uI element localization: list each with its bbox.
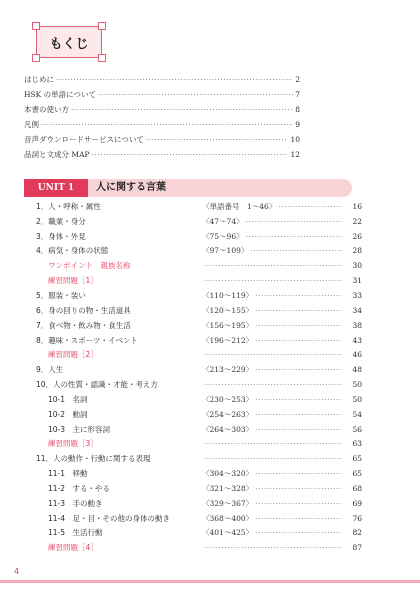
entry-range: 〈401～425〉 — [202, 528, 254, 538]
toc-entry-practice[interactable] — [36, 347, 362, 362]
toc-entry-onepoint[interactable] — [36, 258, 362, 273]
entry-page: 63 — [352, 439, 362, 449]
toc-row-audio[interactable] — [24, 132, 300, 147]
entry-page: 56 — [352, 424, 362, 434]
leader-dots — [204, 350, 342, 359]
entry-page: 87 — [352, 543, 362, 553]
toc-subentry[interactable] — [36, 496, 362, 511]
toc-page: 9 — [295, 120, 300, 129]
entry-title: 10-1 名詞 — [48, 394, 88, 404]
leader-dots — [246, 232, 342, 241]
toc-entry[interactable] — [36, 362, 362, 377]
entry-range: 〈120～155〉 — [202, 305, 254, 315]
leader-dots — [255, 291, 342, 300]
toc-entry[interactable] — [36, 229, 362, 244]
entry-title: 11-1 移動 — [48, 469, 88, 479]
leader-dots — [255, 425, 342, 434]
entry-page: 16 — [352, 201, 362, 211]
toc-entry[interactable] — [36, 288, 362, 303]
leader-dots — [278, 202, 342, 211]
entry-title: ワンポイント 親族名称 — [48, 261, 131, 271]
leader-dots — [204, 439, 342, 448]
entry-page: 65 — [352, 469, 362, 479]
entry-page: 50 — [352, 380, 362, 390]
unit-title: 人に関する言葉 — [96, 182, 166, 193]
toc-subentry[interactable] — [36, 422, 362, 437]
entry-page: 82 — [352, 528, 362, 538]
toc-label: 品詞と文成分 MAP — [24, 150, 90, 159]
leader-dots — [255, 410, 342, 419]
toc-entry-practice[interactable] — [36, 273, 362, 288]
entry-range: 〈213～229〉 — [202, 365, 254, 375]
toc-heading-box — [36, 26, 102, 58]
entry-page: 22 — [352, 216, 362, 226]
toc-entry-practice[interactable] — [36, 437, 362, 452]
entry-title: 3．身体・外見 — [36, 231, 86, 241]
entry-range: 〈単語番号 1～46〉 — [202, 201, 277, 211]
unit-toc-list — [36, 199, 362, 555]
toc-entry[interactable] — [36, 214, 362, 229]
leader-dots — [204, 276, 342, 285]
leader-dots — [255, 336, 342, 345]
entry-title: 11-5 生活行動 — [48, 528, 103, 538]
toc-page: 7 — [295, 90, 300, 99]
front-matter-list — [24, 72, 300, 162]
corner-square — [32, 54, 40, 62]
toc-entry[interactable] — [36, 333, 362, 348]
entry-range: 〈230～253〉 — [202, 394, 254, 404]
toc-page: 10 — [290, 135, 300, 144]
leader-dots — [250, 246, 342, 255]
unit-header — [24, 179, 352, 197]
toc-subentry[interactable] — [36, 392, 362, 407]
toc-row-intro[interactable] — [24, 72, 300, 87]
entry-title: 10-3 主に形容詞 — [48, 424, 111, 434]
toc-subentry[interactable] — [36, 511, 362, 526]
toc-subentry[interactable] — [36, 481, 362, 496]
entry-page: 69 — [352, 498, 362, 508]
entry-title: 練習問題［3］ — [48, 439, 98, 449]
entry-page: 34 — [352, 305, 362, 315]
entry-page: 43 — [352, 335, 362, 345]
leader-dots — [41, 117, 293, 132]
entry-title: 5．服装・装い — [36, 290, 86, 300]
toc-entry[interactable] — [36, 303, 362, 318]
entry-page: 50 — [352, 394, 362, 404]
entry-range: 〈97～109〉 — [202, 246, 249, 256]
entry-page: 54 — [352, 409, 362, 419]
entry-title: 11-2 する・やる — [48, 483, 111, 493]
entry-title: 練習問題［2］ — [48, 350, 98, 360]
toc-entry[interactable] — [36, 199, 362, 214]
leader-dots — [146, 132, 289, 147]
toc-label: 音声ダウンロードサービスについて — [24, 135, 144, 144]
entry-title: 11-4 足・目・その他の身体の動き — [48, 513, 171, 523]
entry-range: 〈254～263〉 — [202, 409, 254, 419]
entry-range: 〈47～74〉 — [202, 216, 244, 226]
leader-dots — [204, 454, 342, 463]
entry-range: 〈196～212〉 — [202, 335, 254, 345]
corner-square — [32, 22, 40, 30]
leader-dots — [204, 261, 342, 270]
toc-subentry[interactable] — [36, 466, 362, 481]
toc-label: 本書の使い方 — [24, 105, 69, 114]
toc-page: 12 — [290, 150, 300, 159]
entry-range: 〈368～400〉 — [202, 513, 254, 523]
leader-dots — [255, 514, 342, 523]
corner-square — [98, 22, 106, 30]
entry-page: 46 — [352, 350, 362, 360]
entry-range: 〈321～328〉 — [202, 483, 254, 493]
leader-dots — [255, 528, 342, 537]
entry-title: 練習問題［4］ — [48, 543, 98, 553]
leader-dots — [255, 469, 342, 478]
toc-page: 8 — [295, 105, 300, 114]
entry-page: 33 — [352, 290, 362, 300]
leader-dots — [255, 306, 342, 315]
entry-title: 6．身の回りの物・生活道具 — [36, 305, 131, 315]
leader-dots — [246, 217, 342, 226]
page-title: もくじ — [49, 36, 89, 52]
entry-page: 28 — [352, 246, 362, 256]
leader-dots — [255, 395, 342, 404]
toc-label: 凡例 — [24, 120, 39, 129]
entry-title: 4．病気・身体の状態 — [36, 246, 109, 256]
leader-dots — [255, 499, 342, 508]
leader-dots — [71, 102, 293, 117]
toc-entry[interactable] — [36, 244, 362, 259]
toc-entry[interactable] — [36, 318, 362, 333]
entry-page: 65 — [352, 454, 362, 464]
leader-dots — [204, 543, 342, 552]
toc-row-map[interactable] — [24, 147, 300, 162]
leader-dots — [255, 365, 342, 374]
entry-page: 48 — [352, 365, 362, 375]
leader-dots — [98, 87, 293, 102]
toc-entry[interactable] — [36, 451, 362, 466]
leader-dots — [204, 380, 342, 389]
unit-tag: UNIT 1 — [24, 179, 88, 197]
entry-range: 〈110～119〉 — [202, 290, 254, 300]
toc-label: はじめに — [24, 75, 54, 84]
toc-subentry[interactable] — [36, 526, 362, 541]
toc-subentry[interactable] — [36, 407, 362, 422]
entry-range: 〈329～367〉 — [202, 498, 254, 508]
entry-range: 〈156～195〉 — [202, 320, 254, 330]
toc-row-legend[interactable] — [24, 117, 300, 132]
entry-page: 30 — [352, 261, 362, 271]
entry-title: 練習問題［1］ — [48, 276, 98, 286]
toc-row-howto[interactable] — [24, 102, 300, 117]
toc-page: 2 — [295, 75, 300, 84]
entry-range: 〈75～96〉 — [202, 231, 244, 241]
entry-title: 7．食べ物・飲み物・食生活 — [36, 320, 131, 330]
corner-square — [98, 54, 106, 62]
toc-entry-practice[interactable] — [36, 540, 362, 555]
entry-page: 76 — [352, 513, 362, 523]
toc-label: HSK の単語について — [24, 90, 97, 99]
entry-title: 2．職業・身分 — [36, 216, 86, 226]
entry-title: 8．趣味・スポーツ・イベント — [36, 335, 138, 345]
entry-title: 10-2 動詞 — [48, 409, 88, 419]
entry-title: 9．人生 — [36, 365, 64, 375]
entry-title: 1．人・呼称・属性 — [36, 201, 101, 211]
entry-title: 11．人の動作・行動に関する表現 — [36, 454, 151, 464]
page-number: 4 — [14, 567, 20, 576]
leader-dots — [255, 484, 342, 493]
leader-dots — [255, 321, 342, 330]
entry-page: 31 — [352, 276, 362, 286]
toc-entry[interactable] — [36, 377, 362, 392]
entry-page: 38 — [352, 320, 362, 330]
entry-page: 26 — [352, 231, 362, 241]
leader-dots — [56, 72, 293, 87]
entry-title: 11-3 手の動き — [48, 498, 103, 508]
entry-page: 68 — [352, 483, 362, 493]
leader-dots — [92, 147, 289, 162]
entry-range: 〈304～320〉 — [202, 469, 254, 479]
toc-row-hsk[interactable] — [24, 87, 300, 102]
entry-title: 10．人の性質・認識・才能・考え方 — [36, 380, 159, 390]
entry-range: 〈264～303〉 — [202, 424, 254, 434]
footer-rule — [0, 580, 420, 583]
